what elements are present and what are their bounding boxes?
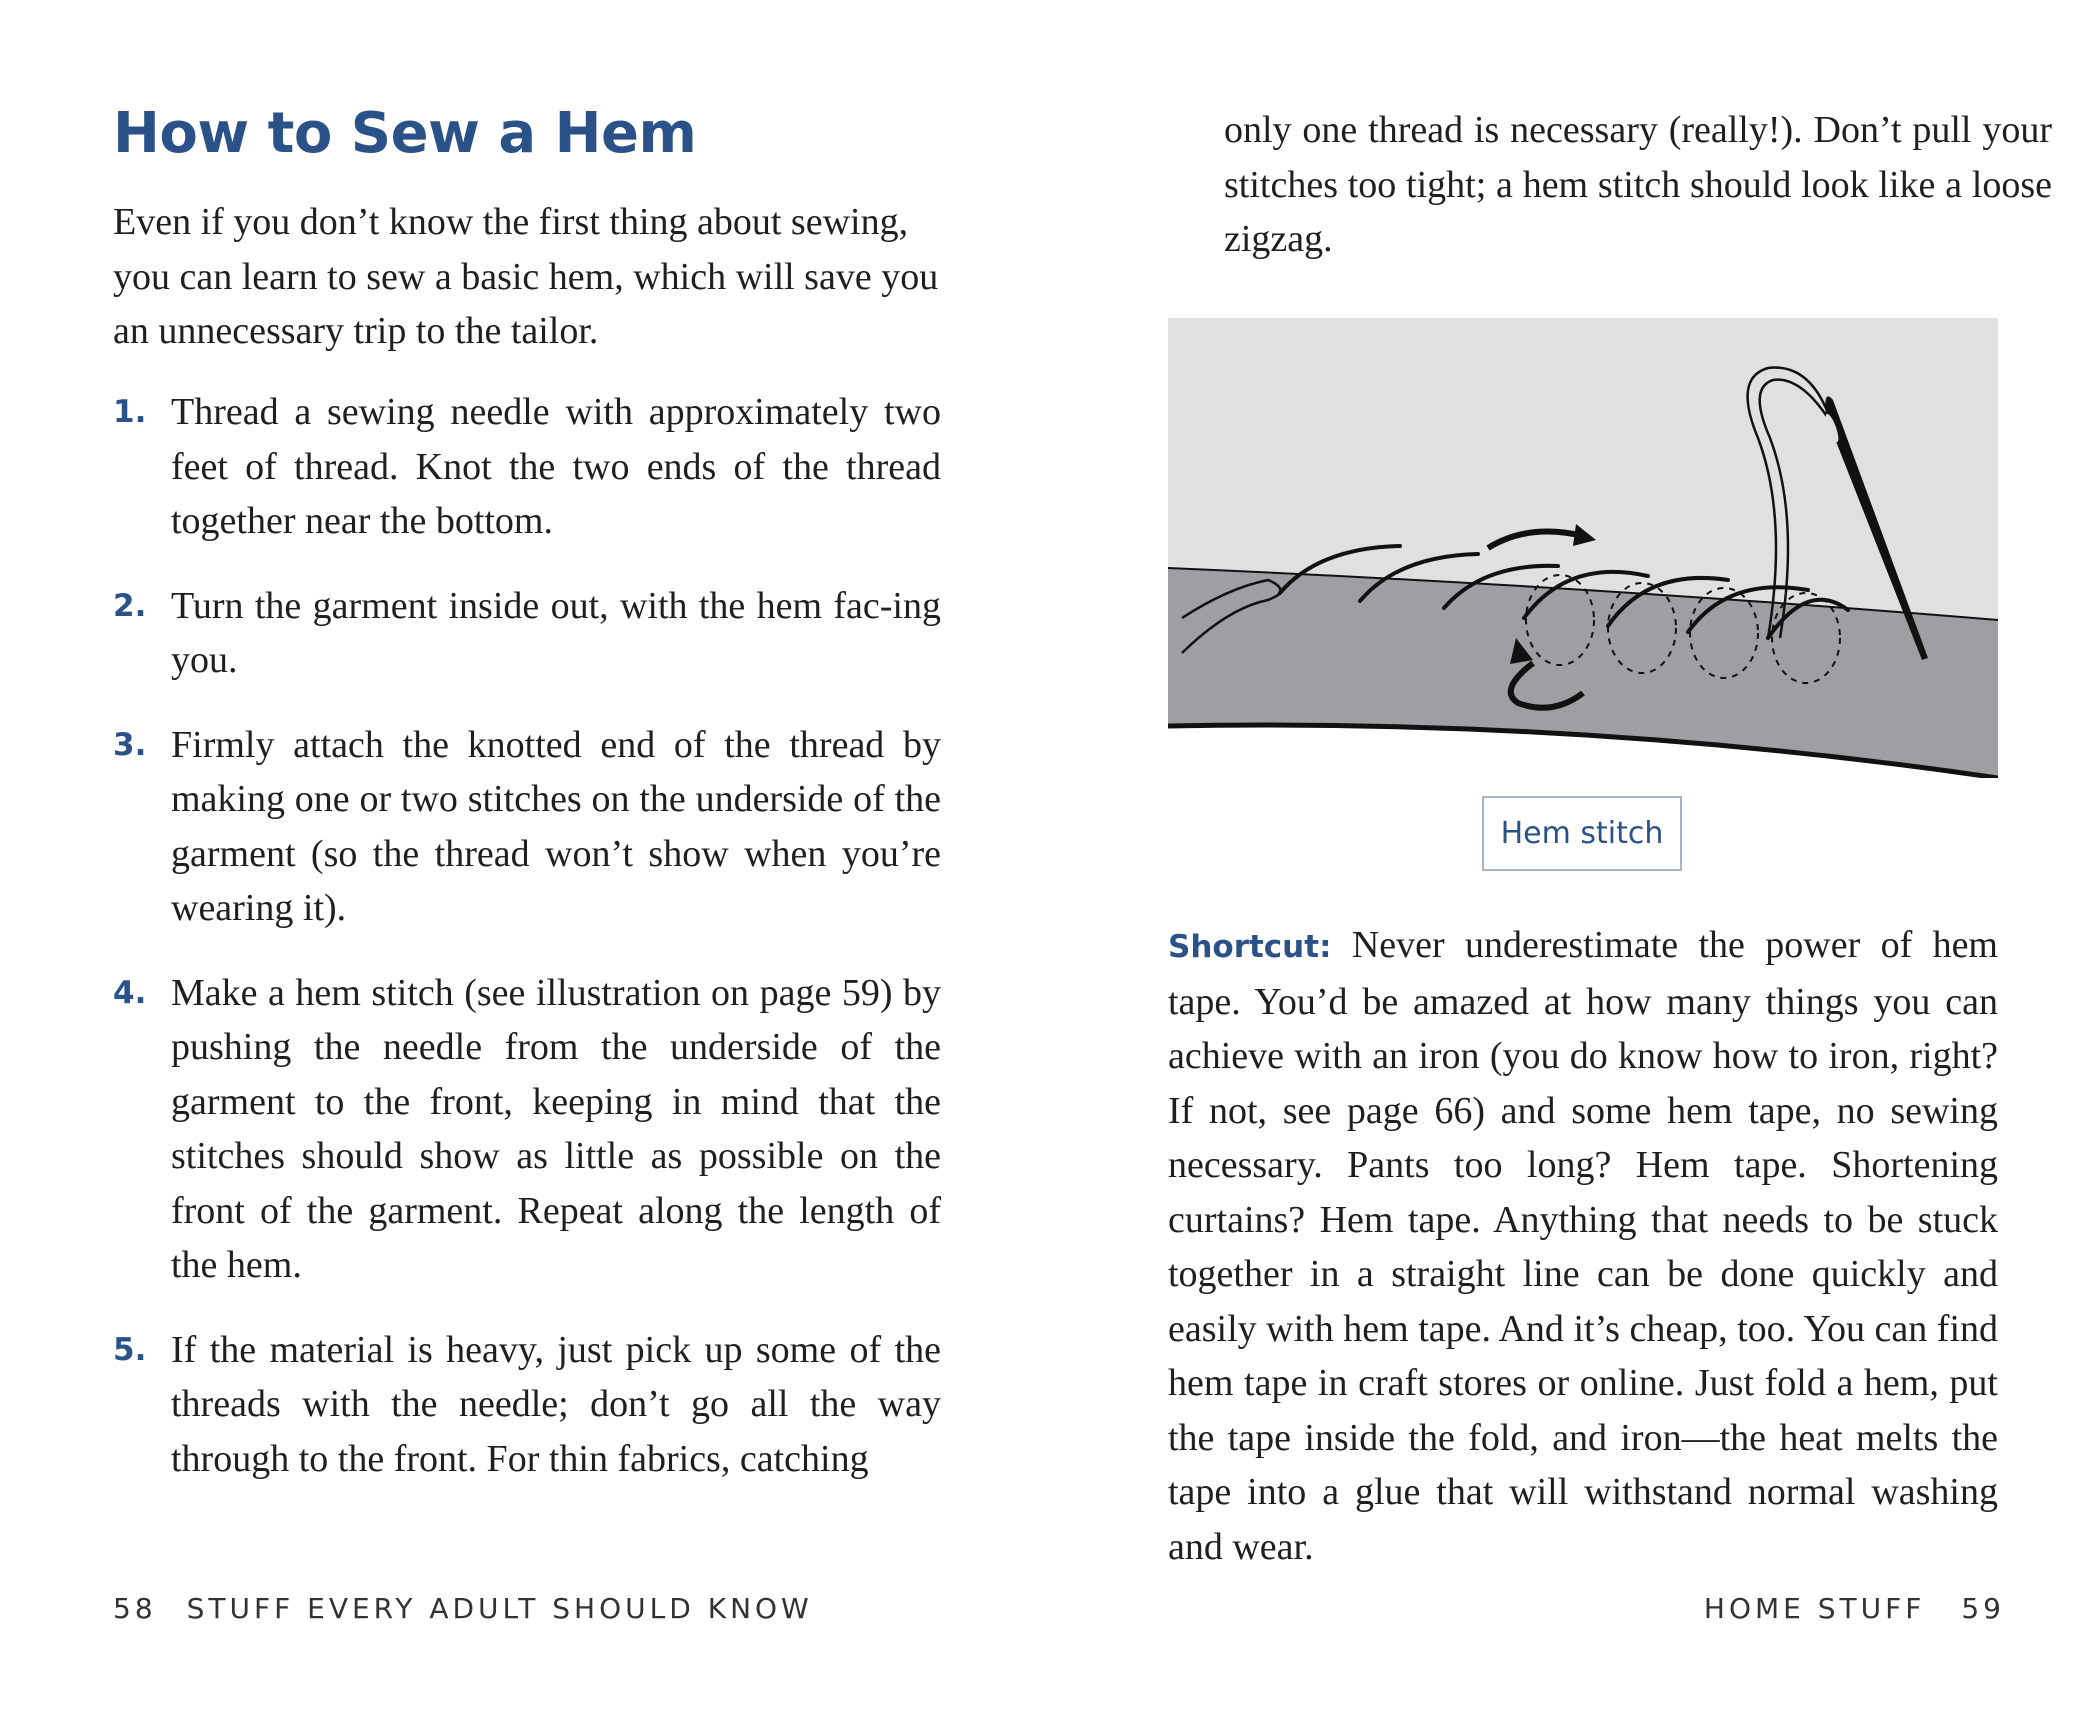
- step-item: [113, 966, 941, 1293]
- page-number: 58: [113, 1592, 157, 1625]
- page-title: How to Sew a Hem: [113, 101, 697, 166]
- section-title: HOME STUFF: [1703, 1592, 1926, 1625]
- shortcut-label: Shortcut:: [1168, 929, 1332, 965]
- step-number: 2.: [113, 587, 147, 624]
- footer-left: [113, 1592, 813, 1625]
- step-number: 5.: [113, 1331, 147, 1368]
- continued-paragraph: only one thread is necessary (really!). Don’t pull your stitches too tight; a hem stitch should look like a loose zigzag.: [1224, 109, 2052, 260]
- footer-right: [1704, 1592, 2005, 1625]
- right-page: [1050, 0, 2100, 1725]
- step-item: [113, 579, 941, 688]
- step-number: 4.: [113, 974, 147, 1011]
- step-text: Thread a sewing needle with approximately two feet of thread. Knot the two ends of the thread together near the bottom.: [171, 391, 941, 542]
- book-title: STUFF EVERY ADULT SHOULD KNOW: [186, 1592, 813, 1625]
- step-text: If the material is heavy, just pick up some of the threads with the needle; don’t go all the way through to the front. For thin fabrics, catching: [171, 1328, 941, 1480]
- shortcut-paragraph: [1168, 918, 1998, 1574]
- step-item: [113, 1323, 941, 1487]
- shortcut-text: Never underestimate the power of hem tape. You’d be amazed at how many things you can achieve with an iron (you do know how to iron, right? If not, see page 66) and some hem tape, no sewing necessary. Pants too long? Hem tape. Shortening curtains? Hem tape. Anything that needs to be stuck together in a straight line can be done quickly and easily with hem tape. And it’s cheap, too. You can find hem tape in craft stores or online. Just fold a hem, put the tape inside the fold, and iron—the heat melts the tape into a glue that will withstand normal washing and wear.: [1168, 924, 1998, 1568]
- step-text: Firmly attach the knotted end of the thread by making one or two stitches on the underside of the garment (so the thread won’t show when you’re wearing it).: [171, 723, 941, 929]
- page-number: 59: [1961, 1592, 2005, 1625]
- step-text: Turn the garment inside out, with the hem fac-ing you.: [171, 584, 941, 681]
- step-text: Make a hem stitch (see illustration on page 59) by pushing the needle from the underside of the garment to the front, keeping in mind that the stitches should show as little as possible on the front of the garment. Repeat along the length of the hem.: [171, 971, 941, 1286]
- step-item: [113, 718, 941, 936]
- step-number: 3.: [113, 726, 147, 763]
- intro-paragraph: Even if you don’t know the first thing about sewing, you can learn to sew a basic hem, which will save you an unnecessary trip to the tailor.: [113, 201, 939, 352]
- needle-and-thread-hem-stitch-illustration: [1168, 318, 1998, 778]
- illustration-caption: Hem stitch: [1482, 796, 1682, 871]
- step-item: [113, 385, 941, 549]
- steps-list: [113, 385, 941, 1516]
- step-number: 1.: [113, 394, 147, 430]
